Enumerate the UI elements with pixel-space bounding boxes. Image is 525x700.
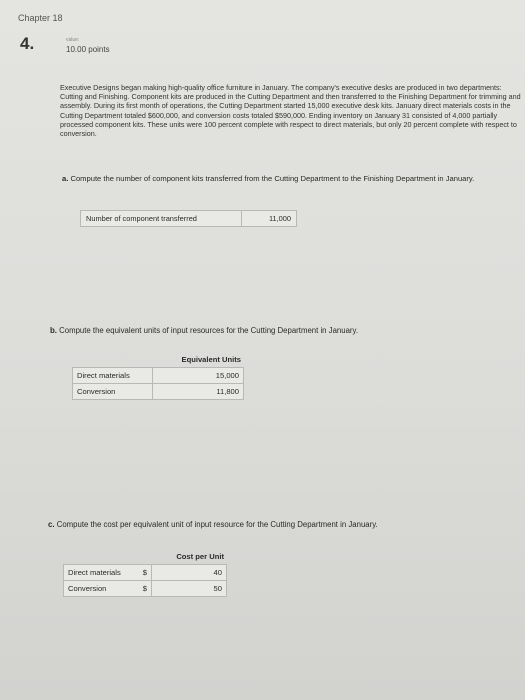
part-c-prefix: c. xyxy=(48,520,55,529)
part-b-question xyxy=(50,326,500,335)
direct-materials-units-input[interactable]: 15,000 xyxy=(215,371,239,380)
part-c-text: Compute the cost per equivalent unit of input resource for the Cutting Department in January. xyxy=(56,520,378,529)
part-a-text: Compute the number of component kits transferred from the Cutting Department to the Finishing Department in January. xyxy=(70,174,475,183)
part-a-label: Number of component transferred xyxy=(81,211,242,226)
problem-text: Executive Designs began making high-quality office furniture in January. The company's executive desks are produced in two departments: Cutting and Finishing. Component kits are produced in the Cutting Department and then transferred to the Finishing Department for trimming and assembly. During its first month of operations, the Cutting Department started 15,000 executive desk kits. January direct materials costs in the Cutting Department totaled $600,000, and conversion costs totaled $590,000. Ending inventory on January 31 consisted of 4,000 partially processed component kits. These units were 100 percent complete with respect to direct materials, but only 20 percent complete with respect to conversion. xyxy=(60,83,521,139)
table-row xyxy=(63,564,227,581)
part-c-header: Cost per Unit xyxy=(176,552,224,561)
row-label: Conversion xyxy=(68,584,107,593)
part-c-table xyxy=(63,552,227,597)
part-b-header: Equivalent Units xyxy=(181,355,241,364)
part-a-answer-input[interactable]: 11,000 xyxy=(268,214,291,223)
table-row xyxy=(72,367,244,384)
conversion-cost-input[interactable]: 50 xyxy=(213,584,222,593)
part-a-prefix: a. xyxy=(62,174,69,183)
part-b-table xyxy=(72,355,244,400)
currency-symbol: $ xyxy=(142,568,147,577)
value-label: value: xyxy=(66,37,80,43)
points-label: 10.00 points xyxy=(66,45,110,54)
row-label: Direct materials xyxy=(73,368,153,383)
part-a-question xyxy=(62,174,502,183)
part-a-table xyxy=(80,210,297,227)
table-row xyxy=(72,384,244,400)
conversion-units-input[interactable]: 11,800 xyxy=(216,387,239,396)
currency-symbol: $ xyxy=(142,584,147,593)
part-c-question xyxy=(48,520,508,529)
row-label: Conversion xyxy=(73,384,153,399)
part-b-prefix: b. xyxy=(50,326,57,335)
chapter-label: Chapter 18 xyxy=(18,13,63,23)
part-b-text: Compute the equivalent units of input resources for the Cutting Department in January. xyxy=(59,326,359,335)
table-row xyxy=(63,581,227,597)
direct-materials-cost-input[interactable]: 40 xyxy=(213,568,222,577)
question-number: 4. xyxy=(20,34,35,53)
row-label: Direct materials xyxy=(68,568,121,577)
